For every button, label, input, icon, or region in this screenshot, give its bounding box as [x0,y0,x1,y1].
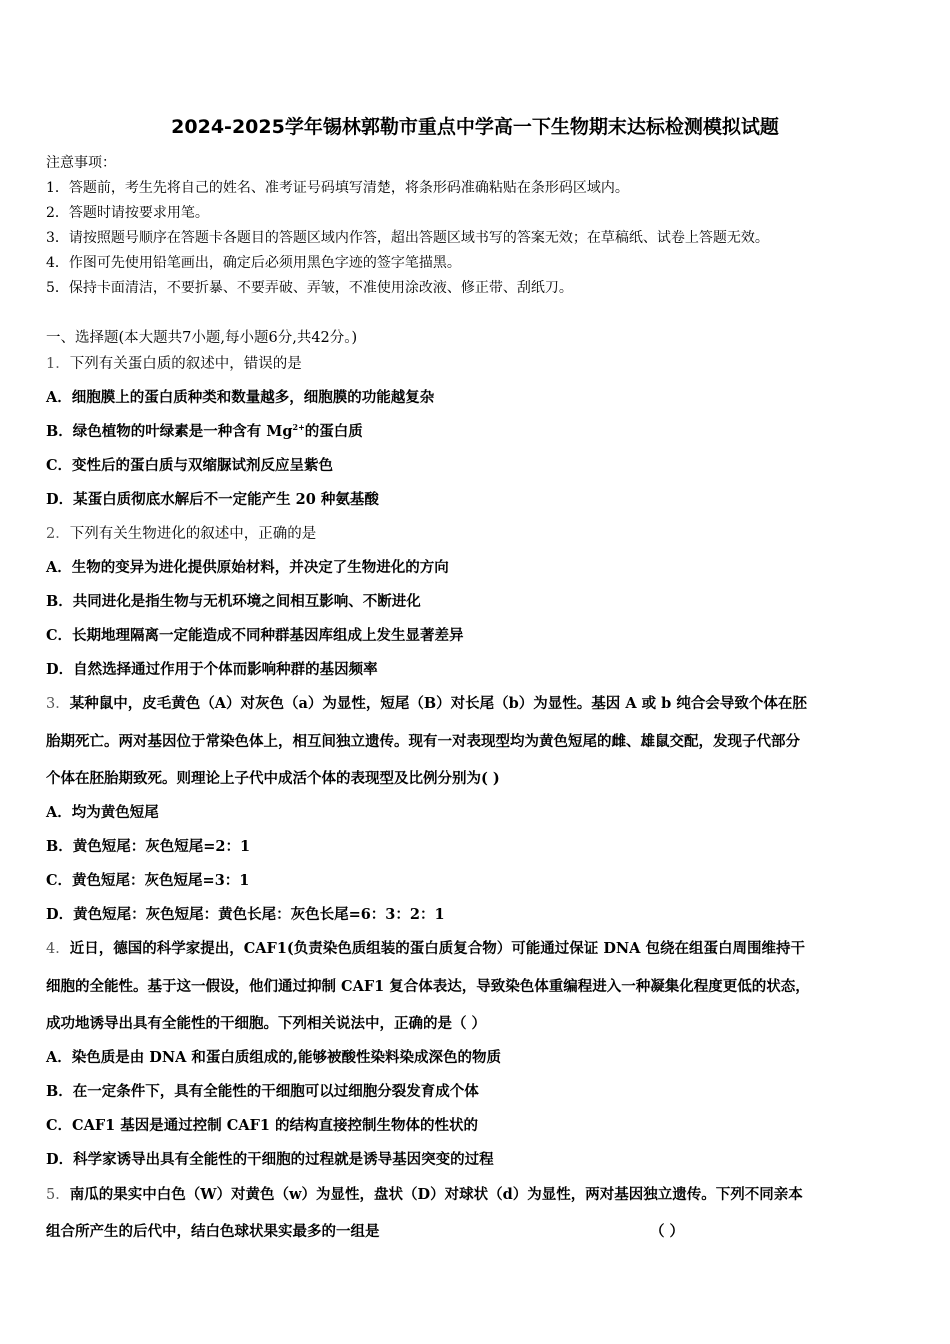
notice-item-3: 3．请按照题号顺序在答题卡各题目的答题区域内作答，超出答题区域书写的答案无效；在草稿纸、试卷上答题无效。 [46,230,769,246]
question-1-option-b [46,420,363,441]
question-3-stem-line-2: 胎期死亡。两对基因位于常染色体上，相互间独立遗传。现有一对表现型均为黄色短尾的雌、雄鼠交配，发现子代部分 [46,733,800,750]
question-4-stem-line-1 [46,937,805,958]
notice-item-1: 1．答题前，考生先将自己的姓名、准考证号码填写清楚，将条形码准确粘贴在条形码区域内。 [46,180,629,196]
question-text: 近日，德国的科学家提出，CAF1(负责染色质组装的蛋白质复合物）可能通过保证 DNA 包绕在组蛋白周围维持干 [69,940,805,957]
notice-item-5: 5．保持卡面清洁，不要折暴、不要弄破、弄皱，不准使用涂改液、修正带、刮纸刀。 [46,280,573,296]
question-2-option-a: A．生物的变异为进化提供原始材料，并决定了生物进化的方向 [46,559,449,576]
question-text: 下列有关生物进化的叙述中，正确的是 [69,526,317,542]
option-text: B．绿色植物的叶绿素是一种含有 Mg [46,423,293,440]
question-3-option-b: B．黄色短尾：灰色短尾=2：1 [46,838,251,855]
question-3-stem-line-1 [46,692,807,713]
notice-heading: 注意事项： [46,155,116,171]
question-5-stem-line-1 [46,1183,803,1204]
option-text-tail: 的蛋白质 [304,423,363,440]
question-2-option-d: D．自然选择通过作用于个体而影响种群的基因频率 [46,661,378,678]
question-3-option-c: C．黄色短尾：灰色短尾=3：1 [46,872,250,889]
question-4-option-c: C．CAF1 基因是通过控制 CAF1 的结构直接控制生物体的性状的 [46,1117,479,1134]
question-3-option-d: D．黄色短尾：灰色短尾：黄色长尾：灰色长尾=6：3：2：1 [46,906,445,923]
question-2-option-b: B．共同进化是指生物与无机环境之间相互影响、不断进化 [46,593,421,610]
question-text: 下列有关蛋白质的叙述中，错误的是 [69,356,302,372]
question-1-option-d: D．某蛋白质彻底水解后不一定能产生 20 种氨基酸 [46,491,379,508]
question-3-stem-line-3: 个体在胚胎期致死。则理论上子代中成活个体的表现型及比例分别为( ) [46,770,500,787]
question-text: 南瓜的果实中白色（W）对黄色（w）为显性，盘状（D）对球状（d）为显性，两对基因独立遗传。下列不同亲本 [69,1186,803,1203]
question-text: 某种鼠中，皮毛黄色（A）对灰色（a）为显性，短尾（B）对长尾（b）为显性。基因 A 或 b 纯合会导致个体在胚 [69,695,807,712]
question-1-stem [46,352,302,373]
question-1-option-a: A．细胞膜上的蛋白质种类和数量越多，细胞膜的功能越复杂 [46,389,435,406]
question-number: 2． [46,526,70,542]
superscript: 2+ [292,422,305,432]
question-4-option-d: D．科学家诱导出具有全能性的干细胞的过程就是诱导基因突变的过程 [46,1151,494,1168]
notice-item-2: 2．答题时请按要求用笔。 [46,205,209,221]
question-2-option-c: C．长期地理隔离一定能造成不同种群基因库组成上发生显著差异 [46,627,464,644]
question-4-option-a: A．染色质是由 DNA 和蛋白质组成的,能够被酸性染料染成深色的物质 [46,1049,501,1066]
question-number: 3． [46,696,70,712]
page-title: 2024-2025学年锡林郭勒市重点中学高一下生物期末达标检测模拟试题 [171,116,779,138]
question-2-stem [46,522,316,543]
question-number: 5． [46,1187,70,1203]
question-5-stem-line-2: 组合所产生的后代中，结白色球状果实最多的一组是 [46,1223,380,1240]
answer-paren: （ ） [650,1223,685,1240]
question-1-option-c: C．变性后的蛋白质与双缩脲试剂反应呈紫色 [46,457,334,474]
section-heading: 一、选择题(本大题共7小题,每小题6分,共42分。) [46,330,358,346]
notice-item-4: 4．作图可先使用铅笔画出，确定后必须用黑色字迹的签字笔描黑。 [46,255,461,271]
question-3-option-a: A．均为黄色短尾 [46,804,159,821]
question-4-stem-line-2: 细胞的全能性。基于这一假设，他们通过抑制 CAF1 复合体表达，导致染色体重编程进入一种凝集化程度更低的状态， [46,978,810,995]
question-number: 4． [46,941,70,957]
question-4-option-b: B．在一定条件下，具有全能性的干细胞可以过细胞分裂发育成个体 [46,1083,479,1100]
question-number: 1． [46,356,70,372]
question-4-stem-line-3: 成功地诱导出具有全能性的干细胞。下列相关说法中，正确的是（ ） [46,1015,487,1032]
